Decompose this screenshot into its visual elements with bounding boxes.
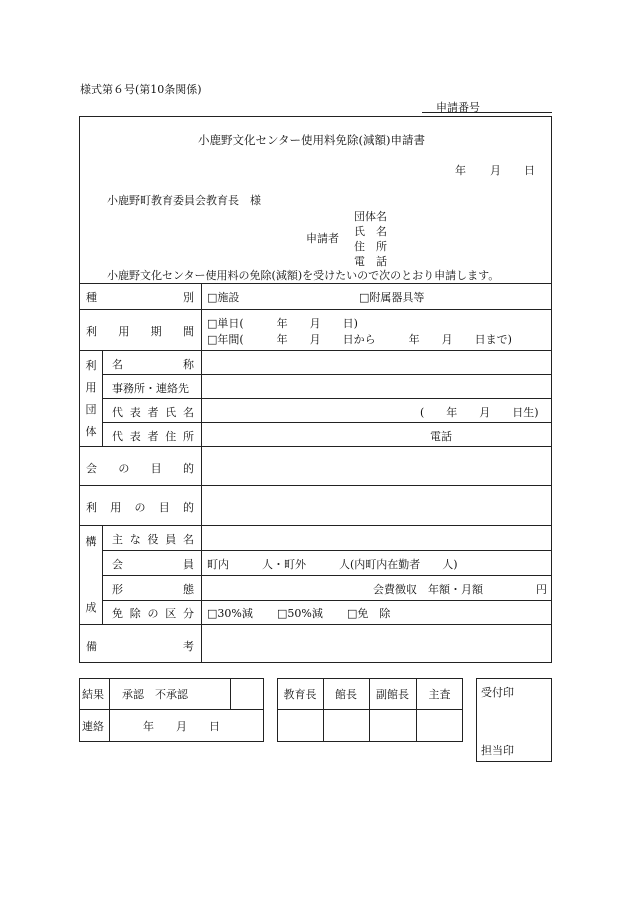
period-label: 利 用 期 間 [86, 325, 194, 338]
row-line [102, 575, 552, 576]
row-line [102, 422, 552, 423]
exempt-50-checkbox[interactable]: □50%減 [277, 607, 323, 620]
approval-options[interactable]: 承認 不承認 [122, 688, 188, 701]
in-charge-stamp-label: 担当印 [481, 744, 514, 757]
applicant-name-field: 氏 名 [354, 225, 387, 238]
office-contact-label: 事務所・連絡先 [112, 382, 189, 395]
row-line [102, 550, 552, 551]
intro-statement: 小鹿野文化センター使用料の免除(減額)を受けたいので次のとおり申請します。 [107, 269, 500, 282]
kind-label: 種 別 [86, 291, 194, 304]
officers-label: 主 な 役 員 名 [112, 533, 194, 546]
group-name-label: 名 称 [112, 358, 194, 371]
meeting-purpose-label: 会 の 目 的 [86, 462, 194, 475]
table-top-line [79, 283, 552, 284]
row-line [102, 374, 552, 375]
exemption-class-label: 免 除 の 区 分 [112, 607, 194, 620]
date-year: 年 [455, 164, 466, 177]
use-purpose-label: 利 用 の 目 的 [86, 501, 194, 514]
row-line [102, 600, 552, 601]
composition-label: 構 成 [85, 535, 97, 614]
remarks-label: 備 考 [86, 640, 194, 653]
row-line [79, 525, 552, 526]
form-reference: 様式第６号(第10条関係) [80, 83, 202, 96]
row-line [79, 309, 552, 310]
representative-phone-label: 電話 [430, 430, 452, 443]
application-number-label: 申請番号 [436, 101, 480, 114]
using-group-label: 利 用 団 体 [85, 359, 97, 438]
row-line [79, 446, 552, 447]
applicant-phone-field: 電 話 [354, 255, 387, 268]
director-label: 館長 [335, 688, 357, 701]
kind-equipment-checkbox[interactable]: □附属器具等 [359, 291, 425, 304]
representative-address-label: 代 表 者 住 所 [112, 430, 194, 443]
fee-unit: 円 [536, 583, 547, 596]
kind-facility-checkbox[interactable]: □施設 [207, 291, 240, 304]
representative-birthdate[interactable]: ( 年 月 日生) [420, 406, 539, 419]
date-day: 日 [524, 164, 535, 177]
period-single-day-checkbox[interactable]: □単日( 年 月 日) [207, 317, 358, 330]
members-count-field[interactable]: 町内 人・町外 人(内町内在勤者 人) [207, 558, 458, 571]
deputy-director-label: 副館長 [376, 688, 409, 701]
representative-name-label: 代 表 者 氏 名 [112, 406, 194, 419]
label-column-line [201, 283, 202, 663]
form-type-label: 形 態 [112, 583, 194, 596]
received-stamp-label: 受付印 [481, 686, 514, 699]
chief-clerk-label: 主査 [428, 688, 451, 701]
superintendent-label: 教育長 [283, 688, 317, 701]
applicant-group-name-field: 団体名 [354, 210, 387, 223]
applicant-address-field: 住 所 [354, 240, 387, 253]
row-line [79, 485, 552, 486]
membership-fee-label: 会費徴収 年額・月額 [373, 583, 483, 596]
addressee: 小鹿野町教育委員会教育長 様 [107, 194, 261, 207]
approval-divider [277, 709, 463, 710]
result-column-line [109, 678, 110, 742]
result-column-line [230, 678, 231, 709]
contact-label: 連絡 [82, 720, 104, 733]
form-title: 小鹿野文化センター使用料免除(減額)申請書 [198, 133, 426, 147]
row-line [79, 624, 552, 625]
row-line [79, 350, 552, 351]
exempt-full-checkbox[interactable]: □免 除 [347, 607, 391, 620]
row-line [102, 398, 552, 399]
group-subcolumn-line [102, 350, 103, 446]
composition-subcolumn-line [102, 525, 103, 624]
contact-date[interactable]: 年 月 日 [143, 720, 220, 733]
application-number-line[interactable] [422, 112, 552, 113]
result-label: 結果 [82, 688, 104, 701]
date-month: 月 [490, 164, 501, 177]
members-label: 会 員 [112, 558, 194, 571]
exempt-30-checkbox[interactable]: □30%減 [207, 607, 253, 620]
result-divider [79, 709, 264, 710]
applicant-label: 申請者 [306, 232, 339, 245]
period-annual-checkbox[interactable]: □年間( 年 月 日から 年 月 日まで) [207, 333, 512, 346]
